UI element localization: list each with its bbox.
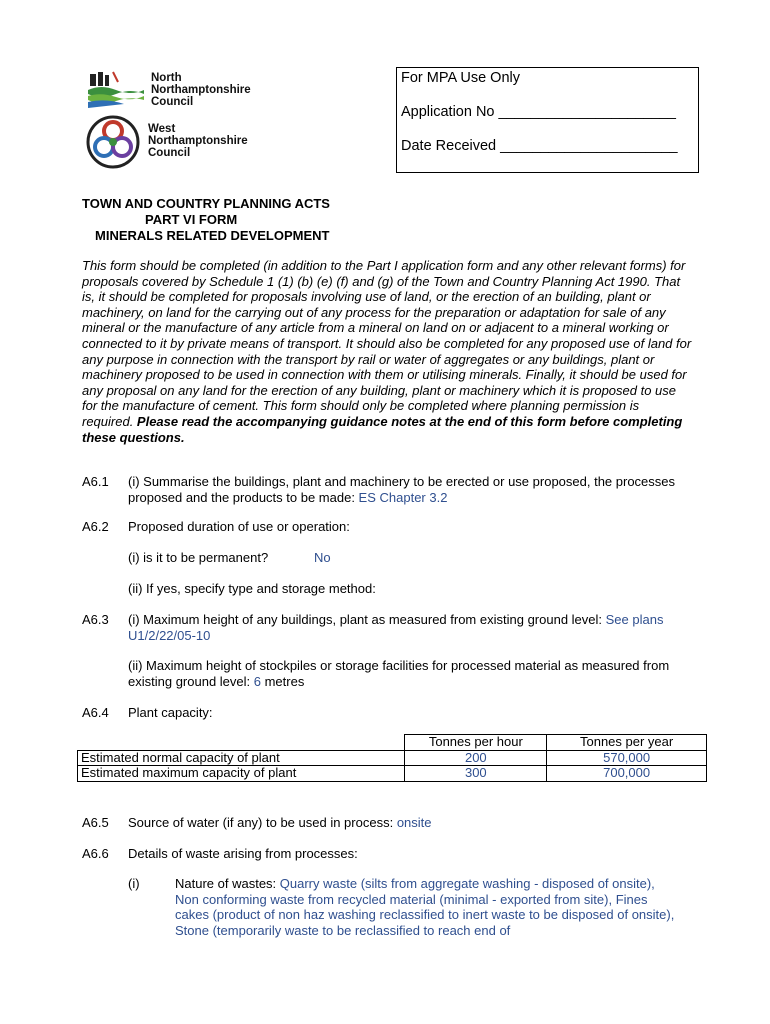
- north-logo-line2: Northamptonshire: [151, 84, 251, 96]
- question-a62-sub2: (ii) If yes, specify type and storage method:: [128, 581, 376, 596]
- west-logo-line2: Northamptonshire: [148, 135, 248, 147]
- question-a65-text: Source of water (if any) to be used in process:: [128, 815, 397, 830]
- north-logo-line3: Council: [151, 96, 194, 108]
- question-number-a64: A6.4: [82, 705, 109, 720]
- table-cell-per-year[interactable]: 700,000: [547, 766, 707, 782]
- question-number-a66: A6.6: [82, 846, 109, 861]
- intro-text: This form should be completed (in addition to the Part I application form and any other relevant forms) for proposals covered by Schedule 1 (1) (b) (e) (f) and (g) of the Town and Country Planning Act 1990. That is, it should be completed for proposals involving use of land, or the erection of an building, plant or machinery, on land for the carrying out of any process for the preparation or adaptation for sale of any mineral or the manufacture of any article from a mineral on land on or adjacent to a mineral working or connected to it by private means of transport. It should also be completed for any proposed use of land for any purpose in connection with the transport by rail or water of aggregates or any buildings, plant or machinery proposed to be used in connection with them or utilising minerals. Finally, it should be used for any proposal on any land for the erection of any building, plant or machinery which it is proposed to use for the manufacture of cement. This form should only be completed where planning permission is required.: [82, 258, 692, 429]
- plant-capacity-table: [77, 734, 707, 782]
- mpa-box-title: For MPA Use Only: [401, 70, 520, 86]
- question-number-a65: A6.5: [82, 815, 109, 830]
- question-a61-text: (i) Summarise the buildings, plant and machinery to be erected or use proposed, the processes proposed and the products to be made:: [128, 474, 676, 505]
- table-header-blank: [78, 735, 405, 751]
- west-logo-line1: West: [148, 123, 176, 135]
- table-header-per-year: Tonnes per year: [547, 735, 707, 751]
- date-received-field[interactable]: Date Received ______________________: [401, 138, 678, 154]
- table-cell-per-hour[interactable]: 300: [405, 766, 547, 782]
- question-a63: [128, 612, 703, 643]
- table-row: [78, 750, 707, 766]
- question-a62-sub1: (i) is it to be permanent?: [128, 550, 269, 565]
- question-number-a62: A6.2: [82, 519, 109, 534]
- answer-a62-permanent[interactable]: No: [314, 550, 331, 565]
- question-number-a63: A6.3: [82, 612, 109, 627]
- question-a63-sub2: [128, 658, 703, 689]
- intro-bold-text: Please read the accompanying guidance notes at the end of this form before completing these questions.: [82, 413, 683, 445]
- west-council-knot-icon: [86, 113, 140, 171]
- question-a65: [128, 815, 703, 831]
- table-row-label: Estimated maximum capacity of plant: [78, 766, 405, 782]
- question-a66-sub-number: (i): [128, 876, 140, 891]
- question-a66-sub: [175, 876, 675, 938]
- question-number-a61: A6.1: [82, 474, 109, 489]
- application-no-field[interactable]: Application No ______________________: [401, 104, 676, 120]
- question-a63-sub2-text: (ii) Maximum height of stockpiles or storage facilities for processed material as measured from existing ground level:: [128, 658, 670, 689]
- west-logo-line3: Council: [148, 147, 191, 159]
- answer-a63-sub2[interactable]: 6: [253, 673, 261, 689]
- north-logo-line1: North: [151, 72, 182, 84]
- intro-paragraph: [82, 258, 692, 445]
- question-a64-text: Plant capacity:: [128, 705, 213, 720]
- question-a63-sub2-unit: metres: [260, 673, 305, 689]
- north-northamptonshire-logo: [86, 68, 276, 110]
- heading-line2: PART VI FORM: [145, 212, 238, 227]
- table-header-row: [78, 735, 707, 751]
- table-row-label: Estimated normal capacity of plant: [78, 750, 405, 766]
- north-council-emblem-icon: [86, 68, 146, 110]
- mpa-use-only-box: [396, 67, 699, 173]
- question-a61: [128, 474, 703, 505]
- table-cell-per-hour[interactable]: 200: [405, 750, 547, 766]
- question-a63-text: (i) Maximum height of any buildings, plant as measured from existing ground level:: [128, 612, 606, 627]
- answer-a65[interactable]: onsite: [396, 815, 432, 830]
- table-row: [78, 766, 707, 782]
- answer-a66-nature-of-wastes[interactable]: Quarry waste (silts from aggregate washing - disposed of onsite), Non conforming waste from recycled material (minimal - exported from site), Fines cakes (product of non haz washing reclassified to inert waste to be disposed of onsite), Stone (temporarily waste to be reclassified to reach end of: [175, 876, 675, 938]
- answer-a63[interactable]: See plans U1/2/22/05-10: [128, 612, 664, 643]
- question-a66-sub-label: Nature of wastes:: [175, 876, 280, 891]
- table-cell-per-year[interactable]: 570,000: [547, 750, 707, 766]
- heading-line3: MINERALS RELATED DEVELOPMENT: [95, 228, 330, 243]
- table-header-per-hour: Tonnes per hour: [405, 735, 547, 751]
- question-a62-text: Proposed duration of use or operation:: [128, 519, 350, 534]
- heading-line1: TOWN AND COUNTRY PLANNING ACTS: [82, 196, 330, 211]
- question-a66-text: Details of waste arising from processes:: [128, 846, 358, 861]
- west-northamptonshire-logo: [86, 113, 276, 173]
- answer-a61[interactable]: ES Chapter 3.2: [358, 489, 448, 505]
